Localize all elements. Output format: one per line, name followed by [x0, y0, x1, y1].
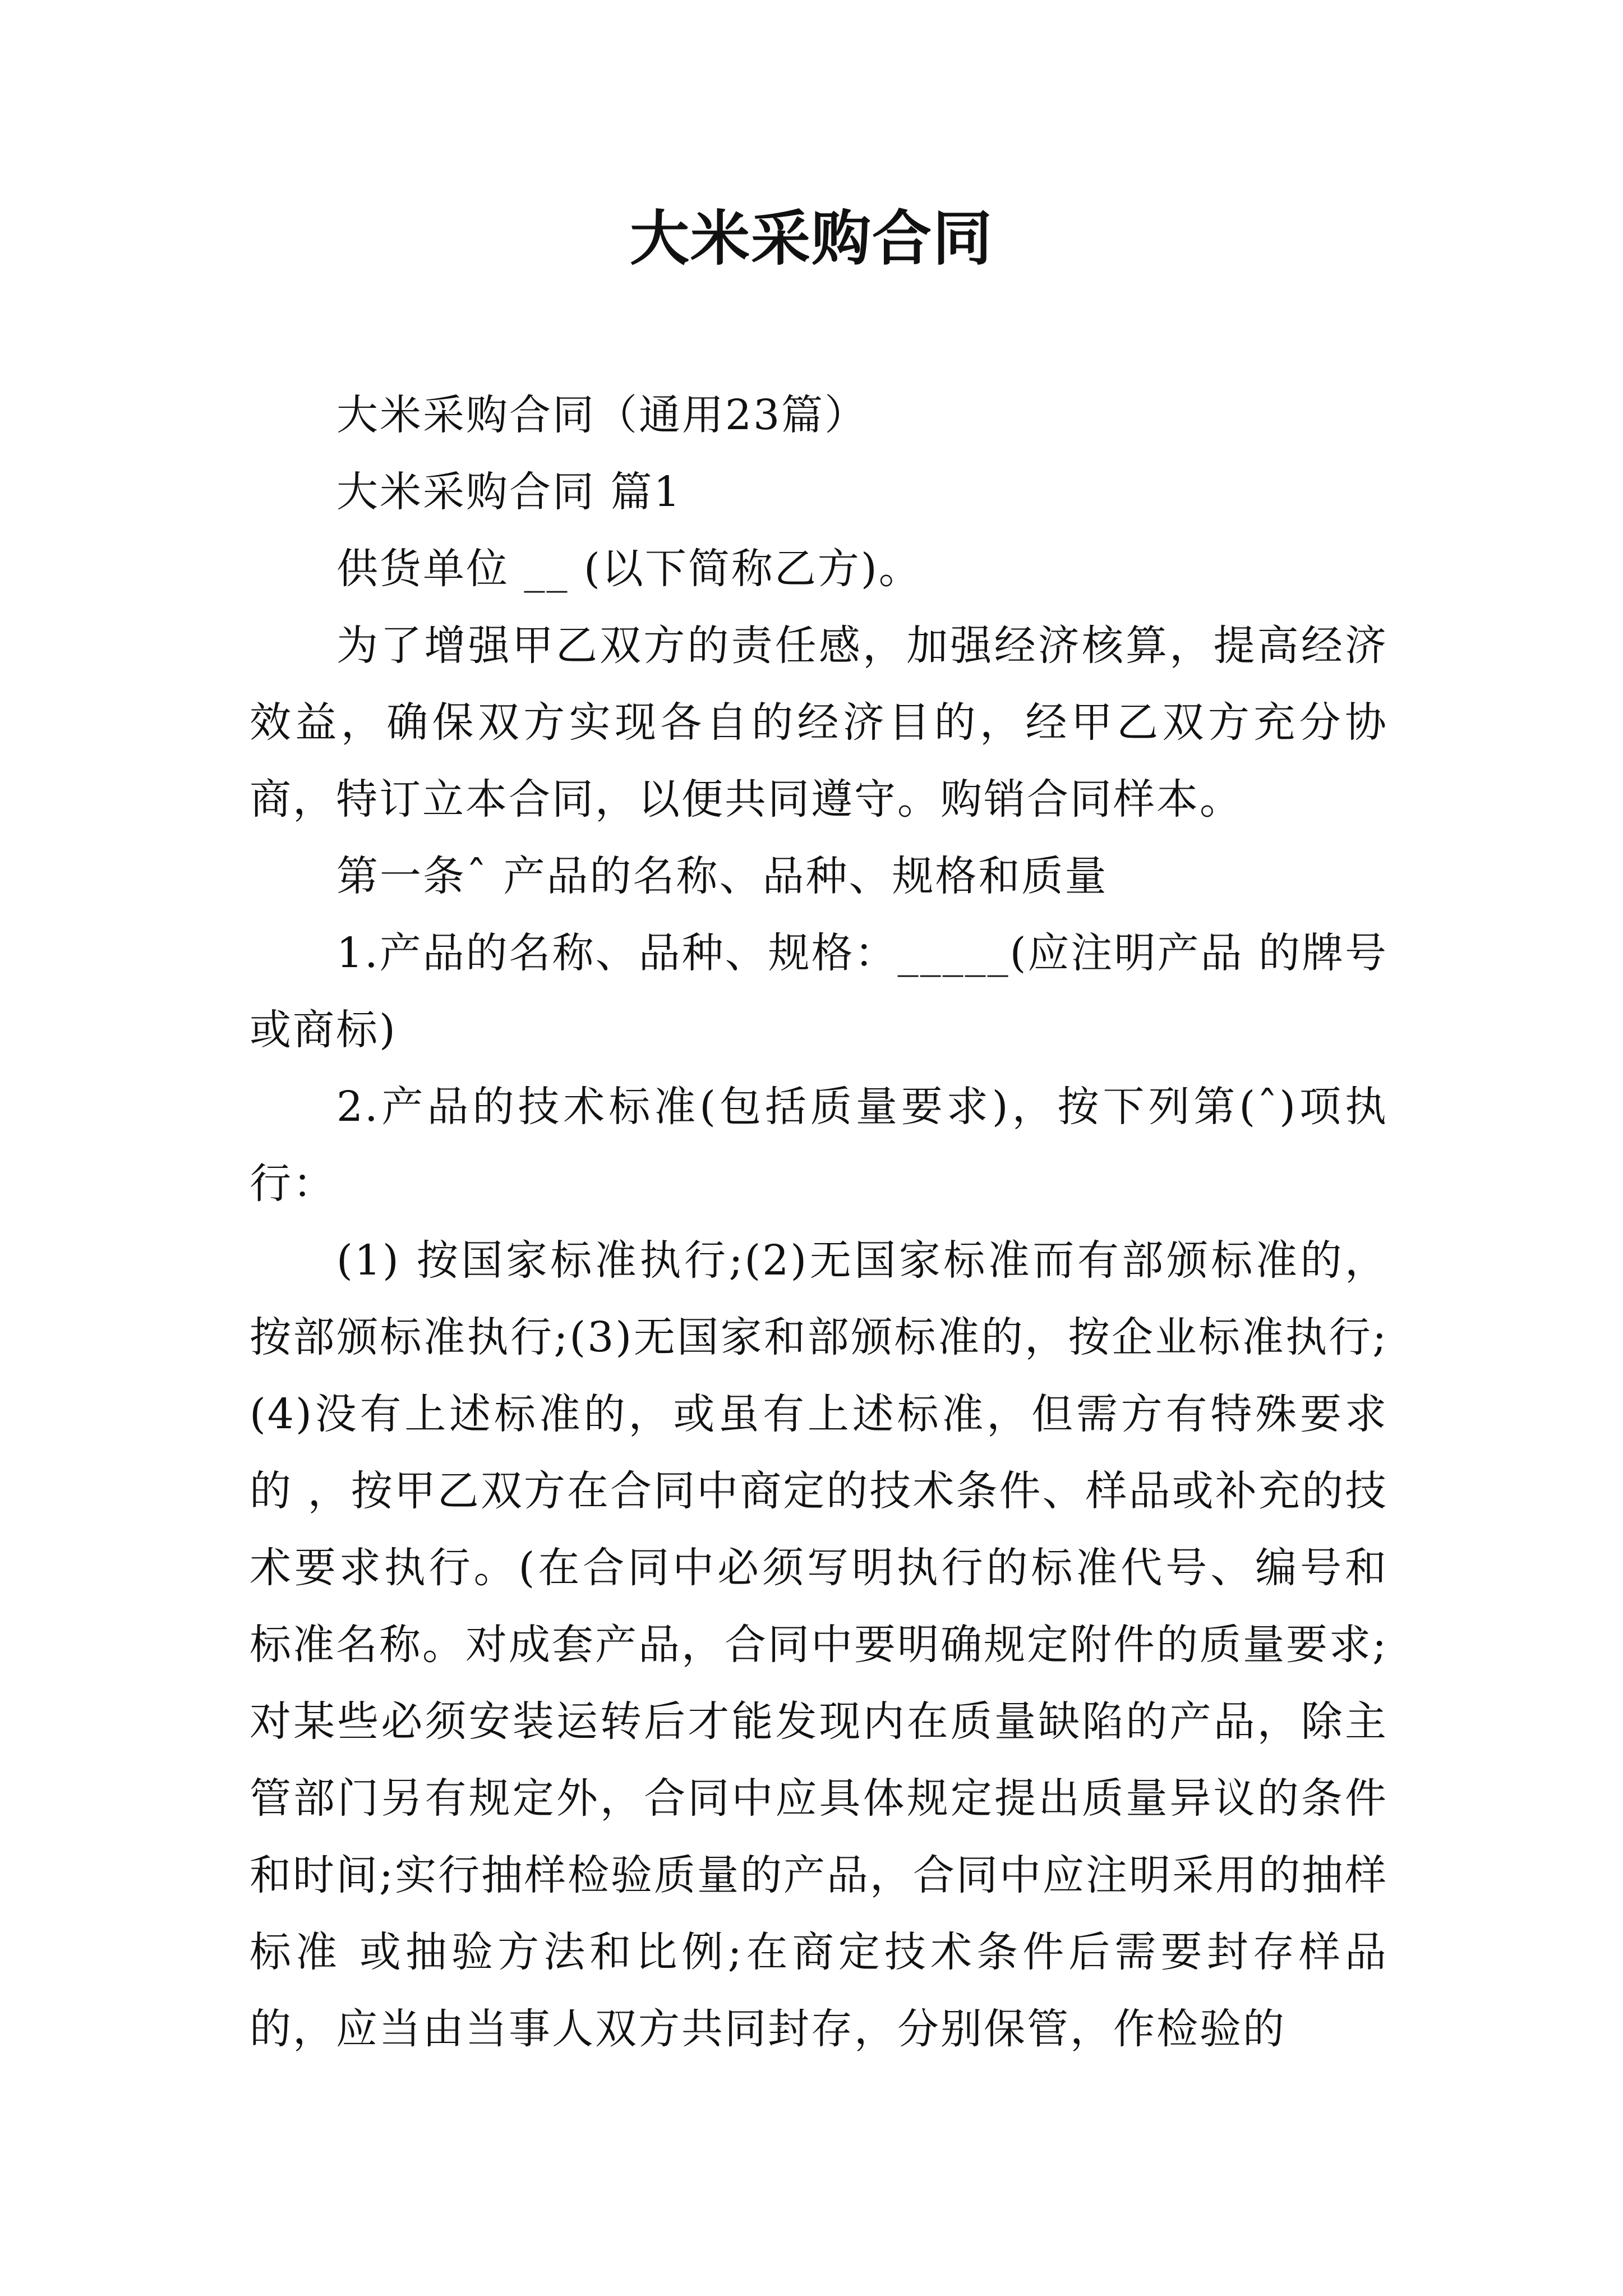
preamble-paragraph: 为了增强甲乙双方的责任感，加强经济核算，提高经济效益，确保双方实现各自的经济目的，经甲乙双方充分协商，特订立本合同，以便共同遵守。购销合同样本。 [250, 622, 1388, 823]
article-one-heading: 第一条ˆ 产品的名称、品种、规格和质量 [336, 852, 1108, 900]
document-title: 大米采购合同 [630, 203, 993, 273]
standards-paragraph: (1) 按国家标准执行;(2)无国家标准而有部颁标准的，按部颁标准执行;(3)无国家和部颁标准的，按企业标准执行;(4)没有上述标准的，或虽有上述标准，但需方有特殊要求的 ，按甲乙双方在合同中商定的技术条件、样品或补充的技术要求执行。(在合同中必须写明执行的标准代号、编号和标准名称。对成套产品，合同中要明确规定附件的质量要求;对某些必须安装运转后才能发现内在质量缺陷的产品，除主管部门另有规定外，合同中应具体规定提出质量异议的条件和时间;实行抽样检验质量的产品，合同中应注明采用的抽样标准 或抽验方法和比例;在商定技术条件后需要封存样品的，应当由当事人双方共同封存，分别保管，作检验的 [250, 1236, 1388, 2053]
clause-1-paragraph: 1.产品的名称、品种、规格：_____(应注明产品 的牌号或商标) [250, 929, 1388, 1054]
section-heading: 大米采购合同 篇1 [336, 468, 682, 516]
document-body [250, 377, 1388, 2068]
subtitle-collection: 大米采购合同（通用23篇） [336, 391, 868, 439]
clause-2-paragraph: 2.产品的技术标准(包括质量要求)，按下列第(ˆ)项执行： [250, 1083, 1388, 1208]
supplier-line: 供货单位 __ (以下简称乙方)。 [336, 545, 922, 593]
